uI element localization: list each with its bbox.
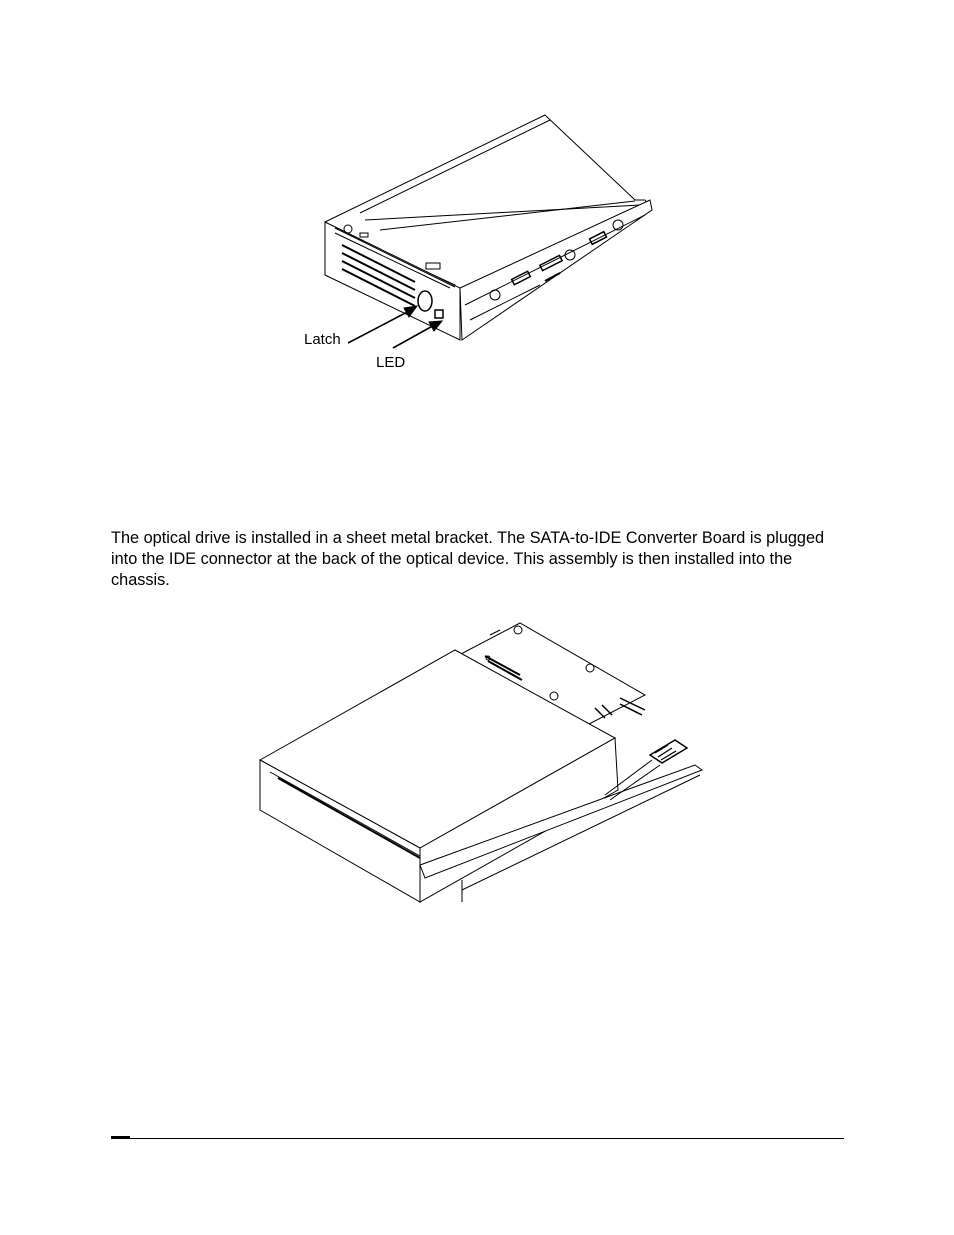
footer-rule bbox=[111, 1138, 844, 1139]
drive-carrier-illustration bbox=[290, 105, 670, 380]
body-paragraph: The optical drive is installed in a sheet metal bracket. The SATA-to-IDE Converter Board is plugged into the IDE connector at the back of the optical device. This assembly is then installed into the chassis. bbox=[111, 529, 825, 589]
latch-label: Latch bbox=[304, 331, 341, 348]
led-label: LED bbox=[376, 354, 406, 371]
optical-drive-assembly-illustration bbox=[250, 620, 710, 915]
